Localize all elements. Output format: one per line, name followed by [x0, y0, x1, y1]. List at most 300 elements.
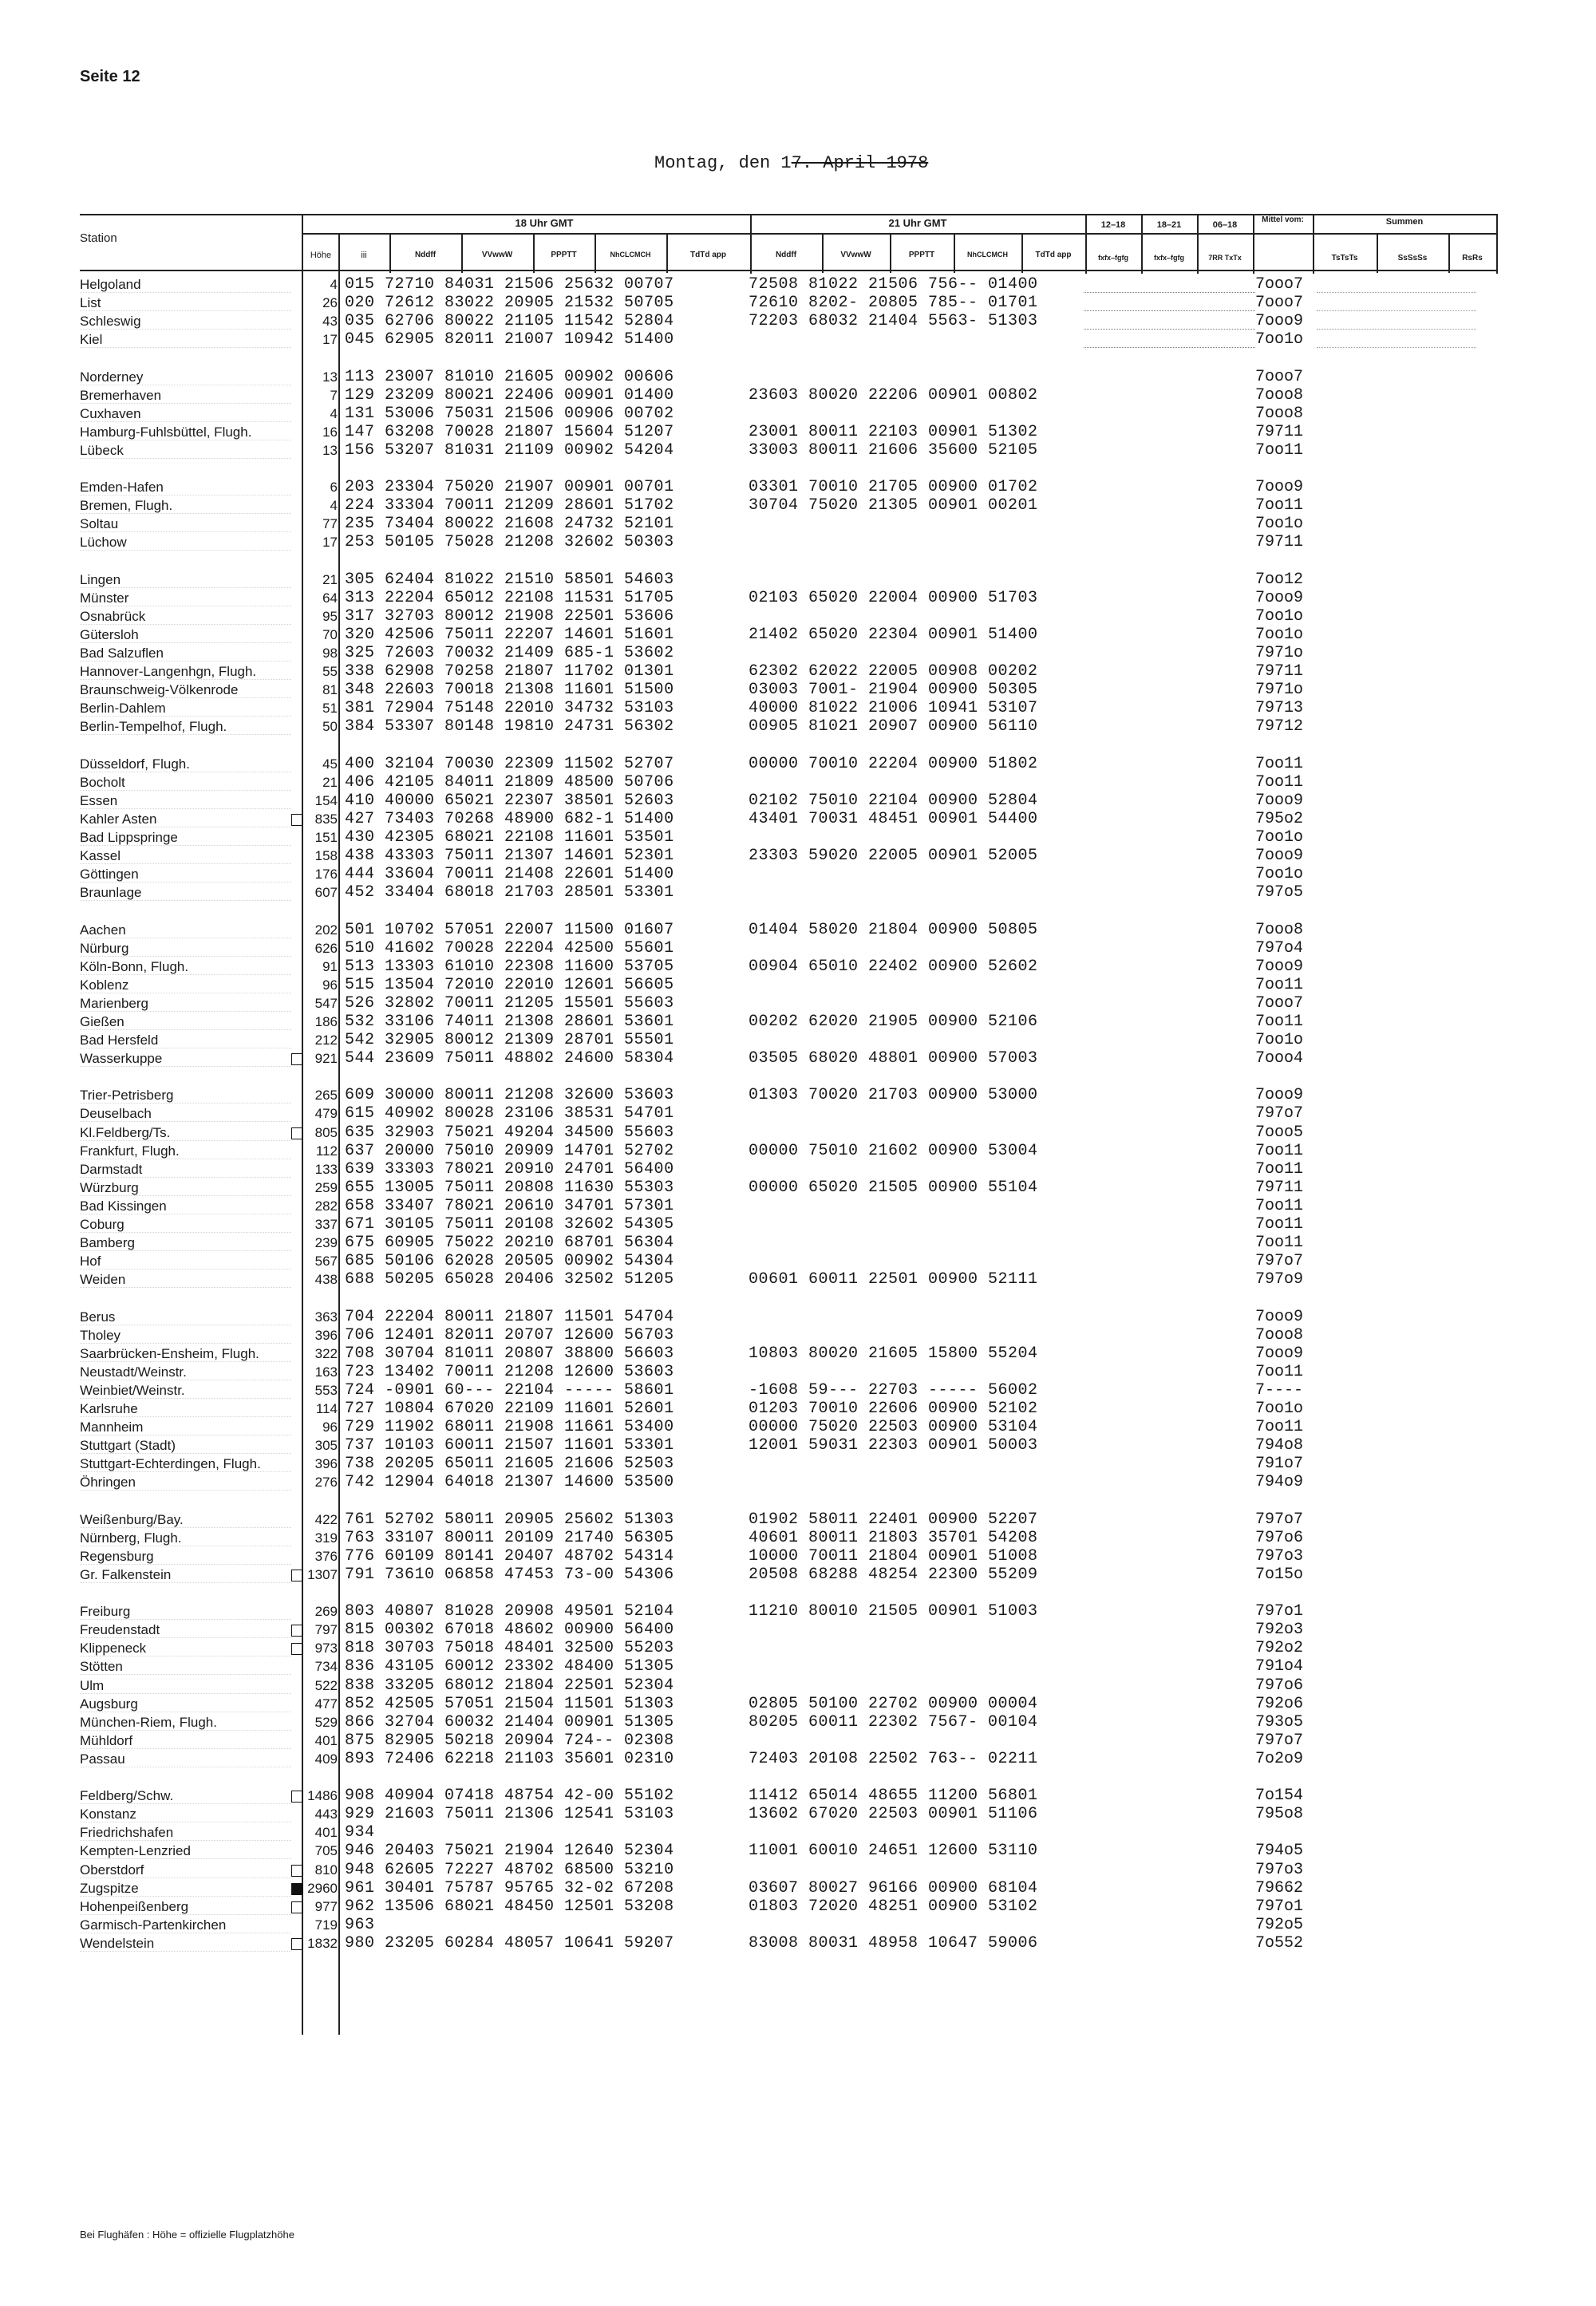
station-height: 734: [314, 1659, 338, 1674]
summary-code: 7o2o9: [1255, 1750, 1304, 1768]
station-name: Nürnberg, Flugh.: [80, 1530, 182, 1546]
header-mittel: Mittel vom:: [1262, 215, 1304, 224]
leader-line: [80, 1839, 291, 1841]
station-height: 705: [314, 1843, 338, 1858]
header-s6: RsRs: [1462, 254, 1483, 263]
station-height: 409: [314, 1751, 338, 1767]
table-row-station: [80, 996, 299, 1012]
leader-line: [80, 1194, 291, 1196]
obs-18-gmt: 818 30703 75018 48401 32500 55203: [345, 1639, 674, 1657]
station-height: 202: [314, 922, 338, 938]
station-name: Berlin-Tempelhof, Flugh.: [80, 719, 227, 734]
obs-21-gmt: 00000 75020 22503 00900 53104: [749, 1418, 1038, 1436]
station-name: Lübeck: [80, 443, 124, 458]
station-name: Bad Kissingen: [80, 1198, 167, 1214]
station-height: 16: [322, 424, 338, 440]
station-height: 567: [314, 1254, 338, 1269]
leader-line: [80, 439, 291, 440]
table-row-station: [80, 627, 299, 643]
summary-code: 7ooo4: [1255, 1049, 1304, 1068]
header-s5: SsSsSs: [1397, 254, 1428, 263]
station-name: Freudenstadt: [80, 1622, 160, 1637]
table-row-station: [80, 609, 299, 625]
leader-line: [80, 1895, 291, 1897]
table-row-station: [80, 1143, 299, 1159]
obs-18-gmt: 253 50105 75028 21208 32602 50303: [345, 533, 674, 551]
dotted-line: [1084, 346, 1255, 348]
station-name: Regensburg: [80, 1549, 154, 1564]
summary-code: 794o5: [1255, 1842, 1304, 1860]
summary-code: 797o6: [1255, 1676, 1304, 1695]
station-height: 522: [314, 1678, 338, 1693]
leader-line: [80, 1416, 291, 1417]
leader-line: [80, 531, 291, 532]
station-name: Hannover-Langenhgn, Flugh.: [80, 664, 257, 679]
obs-18-gmt: 131 53006 75031 21506 00906 00702: [345, 405, 674, 423]
station-height: 443: [314, 1806, 338, 1822]
station-height: 4: [330, 498, 338, 513]
station-name: Bad Salzuflen: [80, 646, 164, 661]
obs-18-gmt: 015 72710 84031 21506 25632 00707: [345, 275, 674, 294]
summary-code: 7oo11: [1255, 773, 1304, 792]
obs-18-gmt: 526 32802 70011 21205 15501 55603: [345, 994, 674, 1013]
leader-line: [80, 881, 291, 883]
leader-line: [80, 937, 291, 938]
station-height: 1486: [307, 1788, 338, 1803]
summary-code: 7oo11: [1255, 1197, 1304, 1215]
obs-18-gmt: 655 13005 75011 20808 11630 55303: [345, 1179, 674, 1197]
obs-18-gmt: 704 22204 80011 21807 11501 54704: [345, 1308, 674, 1326]
table-row-station: [80, 443, 299, 459]
station-height: 98: [322, 646, 338, 661]
obs-21-gmt: 13602 67020 22503 00901 51106: [749, 1805, 1038, 1823]
obs-18-gmt: 320 42506 75011 22207 14601 51601: [345, 626, 674, 644]
obs-18-gmt: 671 30105 75011 20108 32602 54305: [345, 1215, 674, 1234]
obs-18-gmt: 836 43105 60012 23302 48400 51305: [345, 1657, 674, 1676]
table-row-station: [80, 1456, 299, 1472]
header-06-18: 06–18: [1212, 220, 1238, 230]
station-name: Norderney: [80, 369, 144, 385]
table-row-station: [80, 1899, 299, 1915]
leader-line: [80, 1102, 291, 1104]
col-divider-right: [1496, 214, 1498, 274]
table-row-station: [80, 646, 299, 661]
obs-21-gmt: 80205 60011 22302 7567- 00104: [749, 1713, 1038, 1731]
station-height: 607: [314, 885, 338, 900]
obs-18-gmt: 515 13504 72010 22010 12601 56605: [345, 976, 674, 994]
station-name: Friedrichshafen: [80, 1825, 174, 1840]
summary-code: 7971o: [1255, 681, 1304, 699]
station-name: Karlsruhe: [80, 1401, 138, 1416]
station-name: Stötten: [80, 1659, 123, 1674]
obs-21-gmt: 23001 80011 22103 00901 51302: [749, 423, 1038, 441]
footnote: Bei Flughäfen : Höhe = offizielle Flugplatzhöhe: [80, 2229, 294, 2241]
leader-line: [80, 1379, 291, 1380]
station-name: Berus: [80, 1309, 116, 1325]
table-row-station: [80, 1217, 299, 1233]
leader-line: [80, 310, 291, 311]
station-name: Neustadt/Weinstr.: [80, 1364, 187, 1380]
leader-line: [80, 826, 291, 827]
obs-18-gmt: 706 12401 82011 20707 12600 56703: [345, 1326, 674, 1345]
obs-18-gmt: 838 33205 68012 21804 22501 52304: [345, 1676, 674, 1695]
table-row-station: [80, 516, 299, 532]
obs-18-gmt: 544 23609 75011 48802 24600 58304: [345, 1049, 674, 1068]
station-name: Münster: [80, 590, 129, 606]
obs-21-gmt: 43401 70031 48451 00901 54400: [749, 810, 1038, 828]
obs-21-gmt: 03301 70010 21705 00900 01702: [749, 478, 1038, 496]
table-row-station: [80, 811, 299, 827]
leader-line: [80, 1747, 291, 1749]
header-18-ppptt: PPPTT: [551, 251, 577, 259]
station-name: Kahler Asten: [80, 811, 157, 827]
table-row-station: [80, 1622, 299, 1638]
obs-18-gmt: 729 11902 68011 21908 11661 53400: [345, 1418, 674, 1436]
station-name: Bremen, Flugh.: [80, 498, 173, 513]
obs-18-gmt: 946 20403 75021 21904 12640 52304: [345, 1842, 674, 1860]
summary-code: 7oo11: [1255, 755, 1304, 773]
summary-code: 7ooo9: [1255, 312, 1304, 330]
leader-line: [80, 1932, 291, 1933]
summary-code: 797o1: [1255, 1602, 1304, 1621]
table-row-station: [80, 1549, 299, 1565]
summary-code: 7ooo7: [1255, 294, 1304, 312]
obs-21-gmt: 11210 80010 21505 00901 51003: [749, 1602, 1038, 1621]
obs-18-gmt: 406 42105 84011 21809 48500 50706: [345, 773, 674, 792]
station-height: 269: [314, 1604, 338, 1619]
table-row-station: [80, 369, 299, 385]
station-name: Berlin-Dahlem: [80, 701, 166, 716]
obs-21-gmt: 12001 59031 22303 00901 50003: [749, 1436, 1038, 1455]
table-row-station: [80, 1825, 299, 1841]
table-row-station: [80, 1917, 299, 1933]
station-height: 96: [322, 977, 338, 993]
obs-21-gmt: 62302 62022 22005 00908 00202: [749, 662, 1038, 681]
leader-line: [80, 1526, 291, 1528]
obs-18-gmt: 020 72612 83022 20905 21532 50705: [345, 294, 674, 312]
station-height: 259: [314, 1180, 338, 1195]
station-height: 319: [314, 1530, 338, 1546]
table-row-station: [80, 775, 299, 791]
leader-line: [80, 955, 291, 957]
station-name: Wendelstein: [80, 1936, 155, 1951]
header-12-18: 12–18: [1100, 220, 1126, 230]
station-name: Nürburg: [80, 941, 129, 956]
obs-18-gmt: 908 40904 07418 48754 42-00 55102: [345, 1787, 674, 1805]
summary-code: 7oo11: [1255, 1013, 1304, 1031]
station-height: 477: [314, 1696, 338, 1712]
station-name: Weißenburg/Bay.: [80, 1512, 184, 1527]
obs-18-gmt: 685 50106 62028 20505 00902 54304: [345, 1252, 674, 1270]
table-row-station: [80, 867, 299, 883]
station-height: 4: [330, 406, 338, 421]
summary-code: 7oo1o: [1255, 330, 1304, 349]
table-row-station: [80, 922, 299, 938]
summary-code: 797o7: [1255, 1510, 1304, 1529]
station-height: 363: [314, 1309, 338, 1325]
summary-code: 792o5: [1255, 1916, 1304, 1934]
station-name: Oberstdorf: [80, 1862, 144, 1878]
obs-18-gmt: 803 40807 81028 20908 49501 52104: [345, 1602, 674, 1621]
leader-line: [80, 1176, 291, 1178]
obs-18-gmt: 875 82905 50218 20904 724-- 02308: [345, 1731, 674, 1750]
col-divider-hoehe: [338, 233, 340, 2035]
table-row-station: [80, 1328, 299, 1344]
obs-21-gmt: 72508 81022 21506 756-- 01400: [749, 275, 1038, 294]
summary-code: 7o15o: [1255, 1566, 1304, 1584]
dotted-line: [1317, 291, 1476, 293]
summary-code: 7oo1o: [1255, 828, 1304, 847]
table-row-station: [80, 332, 299, 348]
summary-code: 7ooo9: [1255, 1308, 1304, 1326]
obs-18-gmt: 609 30000 80011 21208 32600 53603: [345, 1086, 674, 1104]
station-height: 186: [314, 1014, 338, 1029]
station-height: 977: [314, 1899, 338, 1914]
obs-21-gmt: 00000 75010 21602 00900 53004: [749, 1142, 1038, 1160]
summary-code: 7oo1o: [1255, 865, 1304, 883]
col-divider-sum1: [1377, 233, 1378, 273]
obs-21-gmt: 01203 70010 22606 00900 52102: [749, 1400, 1038, 1418]
leader-line: [80, 715, 291, 717]
summary-code: 7ooo9: [1255, 958, 1304, 976]
obs-18-gmt: 113 23007 81010 21605 00902 00606: [345, 368, 674, 386]
table-row-station: [80, 830, 299, 846]
header-21-nddff: Nddff: [775, 251, 797, 259]
station-height: 45: [322, 756, 338, 772]
table-row-station: [80, 314, 299, 330]
header-s1: fxfx–fgfg: [1098, 254, 1128, 262]
obs-21-gmt: 83008 80031 48958 10647 59006: [749, 1934, 1038, 1953]
station-height: 276: [314, 1475, 338, 1490]
header-mid-line: [302, 233, 1496, 235]
leader-line: [80, 1286, 291, 1288]
station-height: 239: [314, 1235, 338, 1250]
leader-line: [80, 1655, 291, 1656]
table-row-station: [80, 1180, 299, 1196]
leader-line: [80, 1434, 291, 1435]
station-name: Lingen: [80, 572, 121, 587]
station-name: Bad Lippspringe: [80, 830, 178, 845]
table-row-station: [80, 1272, 299, 1288]
station-height: 396: [314, 1328, 338, 1343]
table-row-station: [80, 1936, 299, 1952]
obs-18-gmt: 815 00302 67018 48602 00900 56400: [345, 1621, 674, 1639]
station-name: Öhringen: [80, 1475, 136, 1490]
table-row-station: [80, 424, 299, 440]
table-row-station: [80, 1346, 299, 1362]
station-height: 547: [314, 996, 338, 1011]
obs-18-gmt: 147 63208 70028 21807 15604 51207: [345, 423, 674, 441]
obs-21-gmt: 02805 50100 22702 00900 00004: [749, 1695, 1038, 1713]
leader-line: [80, 346, 291, 348]
station-height: 17: [322, 332, 338, 347]
table-row-station: [80, 1088, 299, 1104]
obs-18-gmt: 763 33107 80011 20109 21740 56305: [345, 1529, 674, 1547]
leader-line: [80, 992, 291, 993]
station-name: Weinbiet/Weinstr.: [80, 1383, 185, 1398]
summary-code: 79662: [1255, 1879, 1304, 1897]
obs-18-gmt: 045 62905 82011 21007 10942 51400: [345, 330, 674, 349]
station-height: 6: [330, 480, 338, 495]
obs-18-gmt: 639 33303 78021 20910 24701 56400: [345, 1160, 674, 1179]
table-row-station: [80, 848, 299, 864]
obs-21-gmt: 00000 65020 21505 00900 55104: [749, 1179, 1038, 1197]
table-row-station: [80, 1364, 299, 1380]
leader-line: [80, 549, 291, 551]
leader-line: [80, 1821, 291, 1822]
header-21-ppptt: PPPTT: [908, 251, 935, 259]
leader-line: [80, 605, 291, 606]
station-height: 26: [322, 295, 338, 310]
leader-line: [80, 1729, 291, 1731]
leader-line: [80, 402, 291, 404]
header-s2: fxfx–fgfg: [1154, 254, 1184, 262]
station-name: Kl.Feldberg/Ts.: [80, 1125, 171, 1140]
station-name: Essen: [80, 793, 118, 808]
obs-18-gmt: 738 20205 65011 21605 21606 52503: [345, 1455, 674, 1473]
summary-code: 7ooo8: [1255, 921, 1304, 939]
station-name: Wasserkuppe: [80, 1051, 163, 1066]
obs-18-gmt: 776 60109 80141 20407 48702 54314: [345, 1547, 674, 1566]
station-height: 81: [322, 682, 338, 697]
summary-code: 7oo1o: [1255, 1031, 1304, 1049]
obs-18-gmt: 129 23209 80021 22406 00901 01400: [345, 386, 674, 405]
obs-18-gmt: 235 73404 80022 21608 24732 52101: [345, 515, 674, 533]
station-height: 265: [314, 1088, 338, 1103]
station-name: Stuttgart-Echterdingen, Flugh.: [80, 1456, 261, 1471]
station-height: 95: [322, 609, 338, 624]
leader-line: [80, 1397, 291, 1399]
leader-line: [80, 899, 291, 901]
summary-code: 7oo11: [1255, 441, 1304, 460]
dotted-line: [1084, 291, 1255, 293]
station-height: 96: [322, 1420, 338, 1435]
leader-line: [80, 1637, 291, 1638]
table-row-station: [80, 1420, 299, 1435]
leader-line: [80, 1120, 291, 1122]
station-name: Emden-Hafen: [80, 480, 164, 495]
dotted-line: [1084, 328, 1255, 330]
leader-line: [80, 1766, 291, 1767]
station-height: 479: [314, 1106, 338, 1121]
station-name: Lüchow: [80, 535, 127, 550]
leader-line: [80, 457, 291, 459]
station-height: 921: [314, 1051, 338, 1066]
table-row-station: [80, 1401, 299, 1417]
obs-18-gmt: 742 12904 64018 21307 14600 53500: [345, 1473, 674, 1491]
obs-18-gmt: 325 72603 70032 21409 685-1 53602: [345, 644, 674, 662]
leader-line: [80, 1618, 291, 1620]
table-row-station: [80, 1051, 299, 1067]
station-height: 401: [314, 1733, 338, 1748]
obs-18-gmt: 430 42305 68021 22108 11601 53501: [345, 828, 674, 847]
summary-code: 792o3: [1255, 1621, 1304, 1639]
summary-code: 7ooo7: [1255, 275, 1304, 294]
obs-18-gmt: 929 21603 75011 21306 12541 53103: [345, 1805, 674, 1823]
obs-21-gmt: 01803 72020 48251 00900 53102: [749, 1897, 1038, 1916]
station-name: List: [80, 295, 101, 310]
table-row-station: [80, 1567, 299, 1583]
summary-code: 7oo11: [1255, 496, 1304, 515]
leader-line: [80, 1250, 291, 1251]
obs-18-gmt: 384 53307 80148 19810 24731 56302: [345, 717, 674, 736]
station-name: Bad Hersfeld: [80, 1033, 159, 1048]
table-row-station: [80, 406, 299, 422]
summary-code: 797o7: [1255, 1252, 1304, 1270]
station-name: Zugspitze: [80, 1881, 139, 1896]
station-name: Osnabrück: [80, 609, 146, 624]
table-row-station: [80, 1162, 299, 1178]
summary-code: 7971o: [1255, 644, 1304, 662]
leader-line: [80, 771, 291, 772]
obs-18-gmt: 893 72406 62218 21103 35601 02310: [345, 1750, 674, 1768]
summary-code: 7ooo8: [1255, 405, 1304, 423]
table-row-station: [80, 1198, 299, 1214]
header-18-gmt: 18 Uhr GMT: [515, 217, 574, 229]
table-row-station: [80, 1678, 299, 1694]
obs-18-gmt: 224 33304 70011 21209 28601 51702: [345, 496, 674, 515]
station-name: Kassel: [80, 848, 121, 863]
station-name: Helgoland: [80, 277, 141, 292]
obs-18-gmt: 532 33106 74011 21308 28601 53601: [345, 1013, 674, 1031]
obs-21-gmt: 30704 75020 21305 00901 00201: [749, 496, 1038, 515]
station-height: 835: [314, 811, 338, 827]
station-name: Düsseldorf, Flugh.: [80, 756, 190, 772]
station-height: 4: [330, 277, 338, 292]
table-row-station: [80, 941, 299, 957]
obs-18-gmt: 348 22603 70018 21308 11601 51500: [345, 681, 674, 699]
header-iii: iii: [361, 251, 367, 260]
station-name: Stuttgart (Stadt): [80, 1438, 176, 1453]
obs-21-gmt: 72203 68032 21404 5563- 51303: [749, 312, 1038, 330]
summary-code: 791o7: [1255, 1455, 1304, 1473]
page-number: Seite 12: [80, 68, 140, 85]
summary-code: 7ooo8: [1255, 1326, 1304, 1345]
station-height: 17: [322, 535, 338, 550]
summary-code: 795o2: [1255, 810, 1304, 828]
station-height: 7: [330, 388, 338, 403]
obs-18-gmt: 658 33407 78021 20610 34701 57301: [345, 1197, 674, 1215]
dotted-line: [1317, 346, 1476, 348]
obs-21-gmt: 11001 60010 24651 12600 53110: [749, 1842, 1038, 1860]
table-row-station: [80, 590, 299, 606]
table-row-station: [80, 1862, 299, 1878]
station-name: Kiel: [80, 332, 103, 347]
obs-18-gmt: 961 30401 75787 95765 32-02 67208: [345, 1879, 674, 1897]
station-height: 176: [314, 867, 338, 882]
summary-code: 7o552: [1255, 1934, 1304, 1953]
station-height: 305: [314, 1438, 338, 1453]
obs-18-gmt: 203 23304 75020 21907 00901 00701: [345, 478, 674, 496]
obs-18-gmt: 410 40000 65021 22307 38501 52603: [345, 792, 674, 810]
table-row-station: [80, 1475, 299, 1491]
station-height: 553: [314, 1383, 338, 1398]
obs-21-gmt: 40000 81022 21006 10941 53107: [749, 699, 1038, 717]
summary-code: 79711: [1255, 533, 1304, 551]
station-name: Darmstadt: [80, 1162, 143, 1177]
leader-line: [80, 623, 291, 625]
station-name: Weiden: [80, 1272, 126, 1287]
station-height: 797: [314, 1622, 338, 1637]
obs-18-gmt: 452 33404 68018 21703 28501 53301: [345, 883, 674, 902]
header-hoehe: Höhe: [310, 251, 332, 260]
leader-line: [80, 1913, 291, 1915]
summary-code: 7oo11: [1255, 976, 1304, 994]
station-height: 64: [322, 590, 338, 606]
station-name: Mannheim: [80, 1420, 144, 1435]
obs-21-gmt: 03003 7001- 21904 00900 50305: [749, 681, 1038, 699]
leader-line: [80, 1324, 291, 1325]
